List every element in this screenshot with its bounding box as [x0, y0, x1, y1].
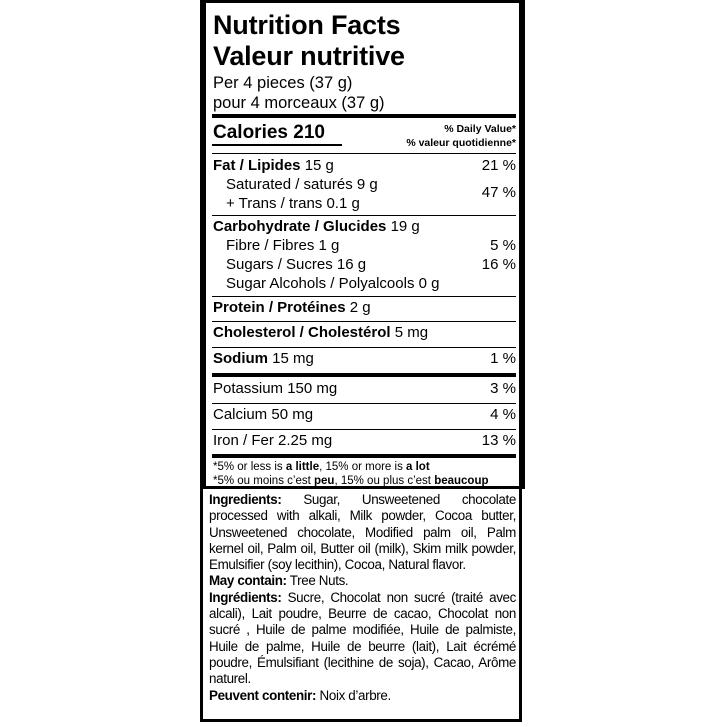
nutrient-amount: 19 g: [390, 218, 420, 235]
nutrient-amount: 150 mg: [287, 380, 338, 397]
nutrient-label: Calcium: [213, 406, 268, 423]
nutrient-row-potassium: [213, 379, 516, 398]
nutrient-dv: 3 %: [490, 380, 516, 397]
ingredients-english: [209, 492, 516, 573]
nutrient-row-fibre: [226, 236, 516, 255]
footnote-text: *5% ou moins c’est: [213, 475, 314, 487]
calories-underline: [212, 144, 342, 146]
nutrient-row-carbohydrate: [213, 217, 516, 236]
nutrient-label: Sugars / Sucres: [226, 256, 333, 273]
ingredients-label: Ingredients:: [209, 492, 282, 507]
divider-thick: [212, 373, 516, 377]
nutrient-row-calcium: [213, 405, 516, 424]
nutrient-label: Sodium: [213, 350, 268, 367]
ingredients-text: Sugar, Unsweetened chocolate processed with alkali, Milk powder, Cocoa butter, Unsweetened chocolate, Modified palm oil, Palm kernel oil, Palm oil, Butter oil (milk), Skim milk powder, Emulsifier (soy lecithin), Cocoa, Natural flavor.: [209, 492, 516, 573]
footnote-english: [213, 460, 430, 475]
ingredients-label: Ingrédients:: [209, 589, 282, 605]
divider: [212, 296, 516, 297]
divider-thick: [212, 454, 516, 458]
footnote-emphasis: a lot: [406, 461, 430, 473]
divider: [212, 153, 516, 154]
nutrient-label: Protein / Protéines: [213, 299, 346, 316]
divider: [212, 403, 516, 404]
nutrition-facts-table: [203, 0, 525, 489]
nutrient-amount: 50 mg: [271, 406, 314, 423]
nutrient-label: Sugar Alcohols / Polyalcools: [226, 275, 415, 292]
daily-value-header-english: % Daily Value*: [444, 123, 516, 135]
nutrient-dv: 21 %: [481, 157, 516, 174]
divider: [212, 347, 516, 348]
nutrient-amount: 16 g: [336, 256, 367, 273]
may-contain-label: May contain:: [209, 573, 287, 589]
footnote-emphasis: beaucoup: [434, 475, 489, 487]
nutrient-label: Carbohydrate / Glucides: [213, 218, 387, 235]
divider: [212, 215, 516, 216]
footnote-text: , 15% or more is: [319, 461, 407, 473]
nutrient-amount: 0 g: [418, 275, 440, 292]
nutrient-amount: 15 mg: [272, 350, 314, 367]
ingredients-french: [209, 590, 516, 688]
serving-size-french: pour 4 morceaux (37 g): [213, 94, 385, 112]
nutrient-label: Fat / Lipides: [213, 157, 301, 174]
title-french: Valeur nutritive: [213, 41, 405, 71]
nutrient-dv: 4 %: [490, 406, 516, 423]
nutrient-row-cholesterol: [213, 323, 516, 342]
nutrient-amount: 9 g: [356, 176, 378, 193]
divider: [212, 429, 516, 430]
divider-thick: [212, 114, 516, 118]
nutrient-row-protein: [213, 298, 516, 317]
serving-size-english: Per 4 pieces (37 g): [213, 74, 353, 92]
nutrient-label: Fibre / Fibres: [226, 237, 315, 254]
footnote-french: [213, 474, 489, 489]
nutrient-dv: 13 %: [481, 432, 516, 449]
divider: [212, 321, 516, 322]
may-contain-english: [209, 573, 516, 589]
nutrient-dv: 1 %: [490, 350, 516, 367]
nutrient-dv-saturated-trans: 47 %: [481, 184, 516, 201]
daily-value-header-french: % valeur quotidienne*: [406, 137, 516, 149]
may-contain-label: Peuvent contenir:: [209, 687, 317, 703]
nutrient-label: Iron / Fer: [213, 432, 274, 449]
nutrient-label: Potassium: [213, 380, 284, 397]
nutrient-dv: 16 %: [481, 256, 516, 273]
may-contain-french: [209, 688, 516, 704]
nutrient-row-sugars: [226, 255, 516, 274]
ingredients-section: [206, 492, 522, 722]
ingredients-text: Sucre, Chocolat non sucré (traité avec alcali), Lait poudre, Beurre de cacao, Chocolat non sucré , Huile de palme modifiée, Huile de palmiste, Huile de palme, Huile de beurre (lait), Lait écrémé poudre, Émulsifiant (lecithine de soja), Cacao, Arôme naturel.: [209, 589, 516, 687]
nutrient-amount: 1 g: [318, 237, 340, 254]
nutrient-amount: 15 g: [304, 157, 334, 174]
nutrient-label: Cholesterol / Cholestérol: [213, 324, 391, 341]
footnote-text: *5% or less is: [213, 461, 286, 473]
nutrient-amount: 2.25 mg: [278, 432, 333, 449]
calories-value: 210: [293, 122, 325, 143]
nutrient-row-iron: [213, 431, 516, 450]
nutrient-row-sodium: [213, 349, 516, 368]
daily-value-header: [406, 122, 516, 150]
nutrient-dv: 5 %: [490, 237, 516, 254]
nutrient-row-sugar-alcohols: [226, 274, 516, 293]
nutrient-amount: 5 mg: [394, 324, 429, 341]
nutrient-amount: 0.1 g: [326, 195, 360, 212]
title-english: Nutrition Facts: [213, 10, 401, 40]
nutrient-row-fat: [213, 156, 516, 175]
calories-label: Calories: [213, 122, 288, 143]
may-contain-text: Tree Nuts.: [286, 573, 349, 589]
footnote-emphasis: peu: [314, 475, 335, 487]
nutrient-label: Saturated / saturés: [226, 176, 353, 193]
nutrition-panel: [200, 0, 522, 722]
nutrient-amount: 2 g: [349, 299, 371, 316]
footnote-emphasis: a little: [285, 461, 320, 473]
nutrient-label: + Trans / trans: [226, 195, 323, 212]
footnote-text: , 15% ou plus c’est: [334, 475, 435, 487]
may-contain-text: Noix d’arbre.: [316, 687, 391, 703]
calories-row: [213, 121, 325, 145]
